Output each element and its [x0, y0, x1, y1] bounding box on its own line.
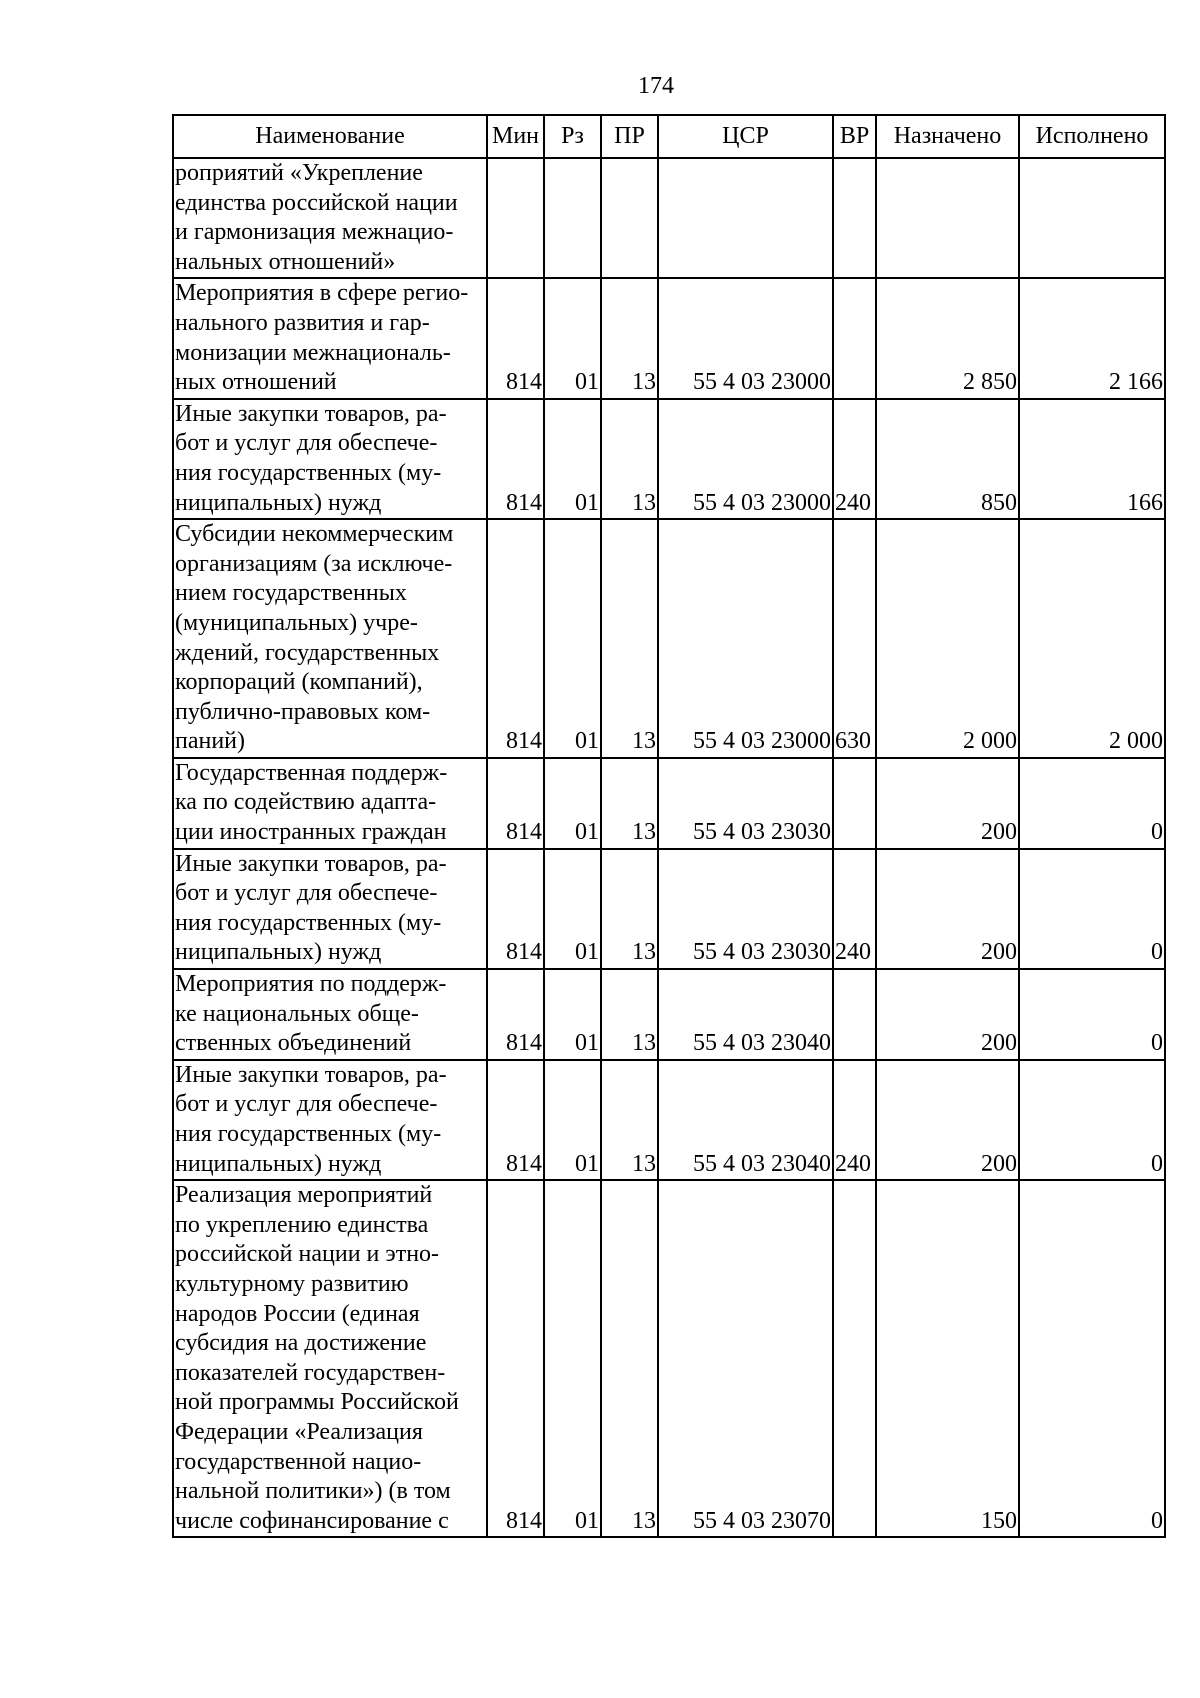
- cell-csr: 55 4 03 23000: [658, 399, 833, 519]
- cell-executed: 0: [1019, 1180, 1165, 1537]
- cell-csr: 55 4 03 23040: [658, 969, 833, 1060]
- cell-assigned: 150: [876, 1180, 1019, 1537]
- cell-vr: [833, 158, 876, 278]
- header-csr: ЦСР: [658, 115, 833, 158]
- name-line: ниципальных) нужд: [175, 939, 382, 966]
- cell-name: [173, 849, 487, 969]
- cell-csr: 55 4 03 23030: [658, 849, 833, 969]
- header-min: Мин: [487, 115, 544, 158]
- cell-pr: 13: [601, 1060, 658, 1180]
- cell-rz: [544, 158, 601, 278]
- cell-rz: 01: [544, 519, 601, 758]
- cell-min: 814: [487, 1060, 544, 1180]
- cell-assigned: 850: [876, 399, 1019, 519]
- cell-vr: 240: [833, 849, 876, 969]
- cell-min: 814: [487, 278, 544, 398]
- table-row: [173, 849, 1165, 969]
- name-line: Мероприятия в сфере регио-: [175, 280, 469, 307]
- cell-executed: 166: [1019, 399, 1165, 519]
- name-line: публично-правовых ком-: [175, 698, 431, 725]
- name-line: Субсидии некоммерческим: [175, 521, 454, 548]
- cell-rz: 01: [544, 969, 601, 1060]
- cell-min: 814: [487, 849, 544, 969]
- cell-rz: 01: [544, 1180, 601, 1537]
- cell-vr: 240: [833, 399, 876, 519]
- name-line: Государственная поддерж-: [175, 759, 448, 786]
- cell-name: [173, 1060, 487, 1180]
- name-line: единства российской нации: [175, 189, 458, 216]
- name-line: ниципальных) нужд: [175, 1150, 382, 1177]
- name-line: организациям (за исключе-: [175, 550, 453, 577]
- cell-executed: 0: [1019, 969, 1165, 1060]
- header-rz: Рз: [544, 115, 601, 158]
- cell-name: [173, 158, 487, 278]
- budget-table: [172, 114, 1166, 1538]
- name-line: ниципальных) нужд: [175, 489, 382, 516]
- table-row: [173, 1180, 1165, 1537]
- name-line: и гармонизация межнацио-: [175, 219, 454, 246]
- name-line: бот и услуг для обеспече-: [175, 430, 438, 457]
- table-row: [173, 399, 1165, 519]
- cell-assigned: 200: [876, 1060, 1019, 1180]
- name-line: культурному развитию: [175, 1270, 409, 1297]
- cell-csr: 55 4 03 23040: [658, 1060, 833, 1180]
- name-line: ции иностранных граждан: [175, 819, 447, 846]
- name-line: государственной нацио-: [175, 1448, 422, 1475]
- cell-vr: 240: [833, 1060, 876, 1180]
- name-line: ке национальных обще-: [175, 1000, 419, 1027]
- cell-min: 814: [487, 399, 544, 519]
- table-row: [173, 519, 1165, 758]
- table-row: [173, 1060, 1165, 1180]
- cell-min: 814: [487, 519, 544, 758]
- cell-executed: [1019, 158, 1165, 278]
- name-line: бот и услуг для обеспече-: [175, 1091, 438, 1118]
- name-line: народов России (единая: [175, 1300, 420, 1327]
- cell-pr: 13: [601, 399, 658, 519]
- cell-min: 814: [487, 758, 544, 849]
- name-line: числе софинансирование с: [175, 1507, 449, 1534]
- name-line: Реализация мероприятий: [175, 1182, 433, 1209]
- name-line: монизации межнациональ-: [175, 339, 451, 366]
- table-body: [173, 158, 1165, 1537]
- cell-name: [173, 278, 487, 398]
- table-row: [173, 758, 1165, 849]
- name-line: Иные закупки товаров, ра-: [175, 400, 447, 427]
- cell-name: [173, 1180, 487, 1537]
- name-line: ния государственных (му-: [175, 909, 442, 936]
- name-line: ка по содействию адапта-: [175, 789, 437, 816]
- cell-csr: 55 4 03 23070: [658, 1180, 833, 1537]
- cell-assigned: 200: [876, 758, 1019, 849]
- name-line: нальных отношений»: [175, 248, 396, 275]
- name-line: нием государственных: [175, 580, 407, 607]
- name-line: субсидия на достижение: [175, 1330, 427, 1357]
- cell-vr: 630: [833, 519, 876, 758]
- table-header-row: [173, 115, 1165, 158]
- name-line: по укреплению единства: [175, 1211, 429, 1238]
- name-line: ственных объединений: [175, 1030, 412, 1057]
- cell-pr: 13: [601, 1180, 658, 1537]
- cell-pr: 13: [601, 758, 658, 849]
- cell-assigned: [876, 158, 1019, 278]
- name-line: Иные закупки товаров, ра-: [175, 1061, 447, 1088]
- cell-pr: 13: [601, 519, 658, 758]
- cell-min: [487, 158, 544, 278]
- name-line: нальной политики») (в том: [175, 1478, 451, 1505]
- cell-rz: 01: [544, 758, 601, 849]
- cell-name: [173, 969, 487, 1060]
- cell-pr: 13: [601, 969, 658, 1060]
- cell-vr: [833, 278, 876, 398]
- cell-assigned: 2 000: [876, 519, 1019, 758]
- cell-vr: [833, 969, 876, 1060]
- name-line: российской нации и этно-: [175, 1241, 440, 1268]
- cell-executed: 0: [1019, 849, 1165, 969]
- name-line: Мероприятия по поддерж-: [175, 971, 447, 998]
- cell-min: 814: [487, 969, 544, 1060]
- cell-executed: 0: [1019, 1060, 1165, 1180]
- cell-pr: 13: [601, 849, 658, 969]
- page-number: 174: [638, 73, 674, 99]
- cell-rz: 01: [544, 849, 601, 969]
- cell-assigned: 200: [876, 849, 1019, 969]
- name-line: бот и услуг для обеспече-: [175, 880, 438, 907]
- cell-pr: 13: [601, 278, 658, 398]
- name-line: ния государственных (му-: [175, 1121, 442, 1147]
- table-row: [173, 278, 1165, 398]
- name-line: ной программы Российской: [175, 1389, 459, 1416]
- table-row: [173, 158, 1165, 278]
- name-line: ных отношений: [175, 369, 337, 396]
- header-executed: Исполнено: [1019, 115, 1165, 158]
- cell-name: [173, 758, 487, 849]
- cell-rz: 01: [544, 278, 601, 398]
- header-vr: ВР: [833, 115, 876, 158]
- header-pr: ПР: [601, 115, 658, 158]
- cell-csr: 55 4 03 23000: [658, 278, 833, 398]
- cell-pr: [601, 158, 658, 278]
- cell-min: 814: [487, 1180, 544, 1537]
- cell-name: [173, 399, 487, 519]
- cell-vr: [833, 758, 876, 849]
- name-line: ния государственных (му-: [175, 459, 442, 486]
- cell-rz: 01: [544, 1060, 601, 1180]
- cell-executed: 0: [1019, 758, 1165, 849]
- name-line: нального развития и гар-: [175, 309, 430, 336]
- cell-csr: 55 4 03 23030: [658, 758, 833, 849]
- name-line: роприятий «Укрепление: [175, 160, 423, 186]
- cell-name: [173, 519, 487, 758]
- cell-csr: [658, 158, 833, 278]
- name-line: корпораций (компаний),: [175, 669, 423, 696]
- header-name: Наименование: [173, 115, 487, 158]
- cell-rz: 01: [544, 399, 601, 519]
- cell-assigned: 200: [876, 969, 1019, 1060]
- name-line: Федерации «Реализация: [175, 1418, 423, 1445]
- cell-executed: 2 000: [1019, 519, 1165, 758]
- cell-assigned: 2 850: [876, 278, 1019, 398]
- cell-executed: 2 166: [1019, 278, 1165, 398]
- cell-vr: [833, 1180, 876, 1537]
- name-line: (муниципальных) учре-: [175, 609, 418, 636]
- table-row: [173, 969, 1165, 1060]
- name-line: паний): [175, 728, 246, 755]
- name-line: Иные закупки товаров, ра-: [175, 850, 447, 877]
- name-line: показателей государствен-: [175, 1359, 446, 1386]
- header-assigned: Назначено: [876, 115, 1019, 158]
- cell-csr: 55 4 03 23000: [658, 519, 833, 758]
- name-line: ждений, государственных: [175, 639, 440, 666]
